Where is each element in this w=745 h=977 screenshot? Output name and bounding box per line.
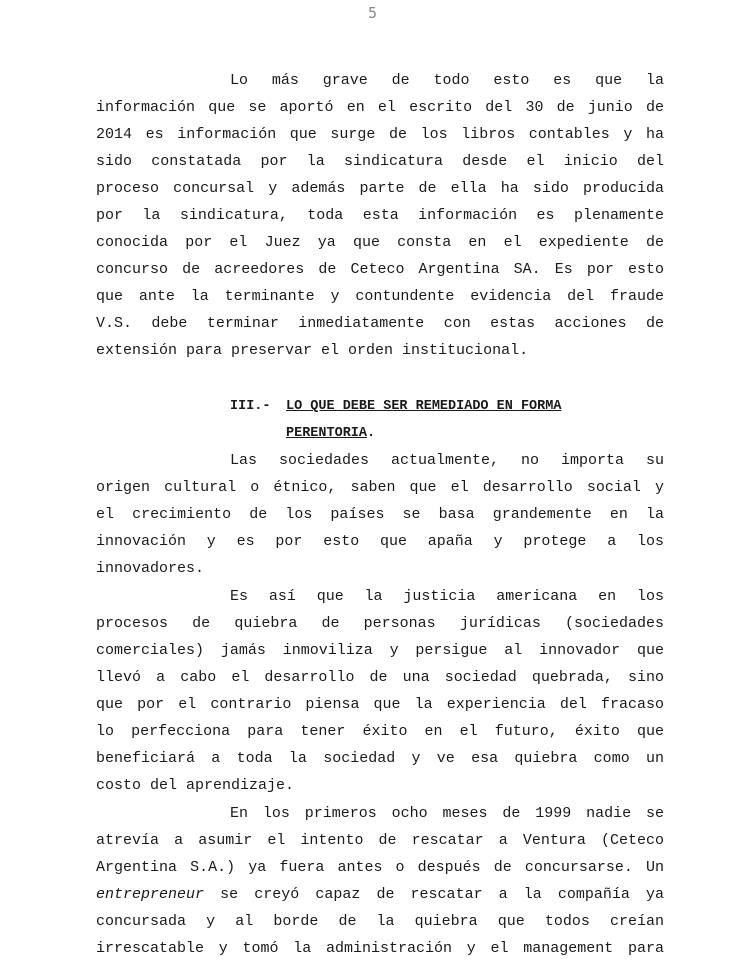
section-title-line2 xyxy=(286,423,375,445)
paragraph-line: que por el contrario piensa que la experiencia del fracaso xyxy=(96,696,664,713)
paragraph-line: irrescatable y tomó la administración y el management para xyxy=(96,940,664,957)
paragraph-line: Las sociedades actualmente, no importa su xyxy=(230,452,664,469)
section-number: III.- xyxy=(230,399,271,414)
paragraph-line: 2014 es información que surge de los libros contables y ha xyxy=(96,126,664,143)
section-title-line1: LO QUE DEBE SER REMEDIADO EN FORMA xyxy=(286,399,562,414)
paragraph-line: lo perfecciona para tener éxito en el futuro, éxito que xyxy=(96,723,664,740)
paragraph-line: procesos de quiebra de personas jurídicas (sociedades xyxy=(96,615,664,632)
paragraph-line: por la sindicatura, toda esta información es plenamente xyxy=(96,207,664,224)
section-title-period: . xyxy=(367,426,376,441)
paragraph-line: el crecimiento de los países se basa grandemente en la xyxy=(96,506,664,523)
italic-term: entrepreneur xyxy=(96,886,205,903)
paragraph-line: origen cultural o étnico, saben que el desarrollo social y xyxy=(96,479,664,496)
paragraph-line: conocida por el Juez ya que consta en el expediente de xyxy=(96,234,664,251)
paragraph-line: comerciales) jamás inmoviliza y persigue al innovador que xyxy=(96,642,664,659)
section-title-line2-text: PERENTORIA xyxy=(286,426,368,441)
paragraph-line: llevó a cabo el desarrollo de una sociedad quebrada, sino xyxy=(96,669,664,686)
paragraph-line: extensión para preservar el orden institucional. xyxy=(96,342,529,359)
paragraph-line: innovadores. xyxy=(96,560,205,577)
paragraph-line: En los primeros ocho meses de 1999 nadie se xyxy=(230,805,664,822)
paragraph-line: concursada y al borde de la quiebra que todos creían xyxy=(96,913,664,930)
paragraph-line: sido constatada por la sindicatura desde el inicio del xyxy=(96,153,664,170)
paragraph-line: que ante la terminante y contundente evidencia del fraude xyxy=(96,288,664,305)
paragraph-line: proceso concursal y además parte de ella ha sido producida xyxy=(96,180,664,197)
paragraph-line xyxy=(96,884,664,906)
paragraph-line: innovación y es por esto que apaña y protege a los xyxy=(96,533,664,550)
paragraph-line: costo del aprendizaje. xyxy=(96,777,295,794)
paragraph-line: información que se aportó en el escrito del 30 de junio de xyxy=(96,99,664,116)
page-number: 5 xyxy=(367,4,378,22)
paragraph-line: beneficiará a toda la sociedad y ve esa quiebra como un xyxy=(96,750,664,767)
paragraph-line: Argentina S.A.) ya fuera antes o después de concursarse. Un xyxy=(96,859,664,876)
paragraph-line: Es así que la justicia americana en los xyxy=(230,588,664,605)
paragraph-line: concurso de acreedores de Ceteco Argentina SA. Es por esto xyxy=(96,261,664,278)
paragraph-line: V.S. debe terminar inmediatamente con estas acciones de xyxy=(96,315,664,332)
paragraph-line: atrevía a asumir el intento de rescatar a Ventura (Ceteco xyxy=(96,832,664,849)
paragraph-line-rest: se creyó capaz de rescatar a la compañía ya xyxy=(220,886,664,903)
paragraph-line: Lo más grave de todo esto es que la xyxy=(230,72,664,89)
